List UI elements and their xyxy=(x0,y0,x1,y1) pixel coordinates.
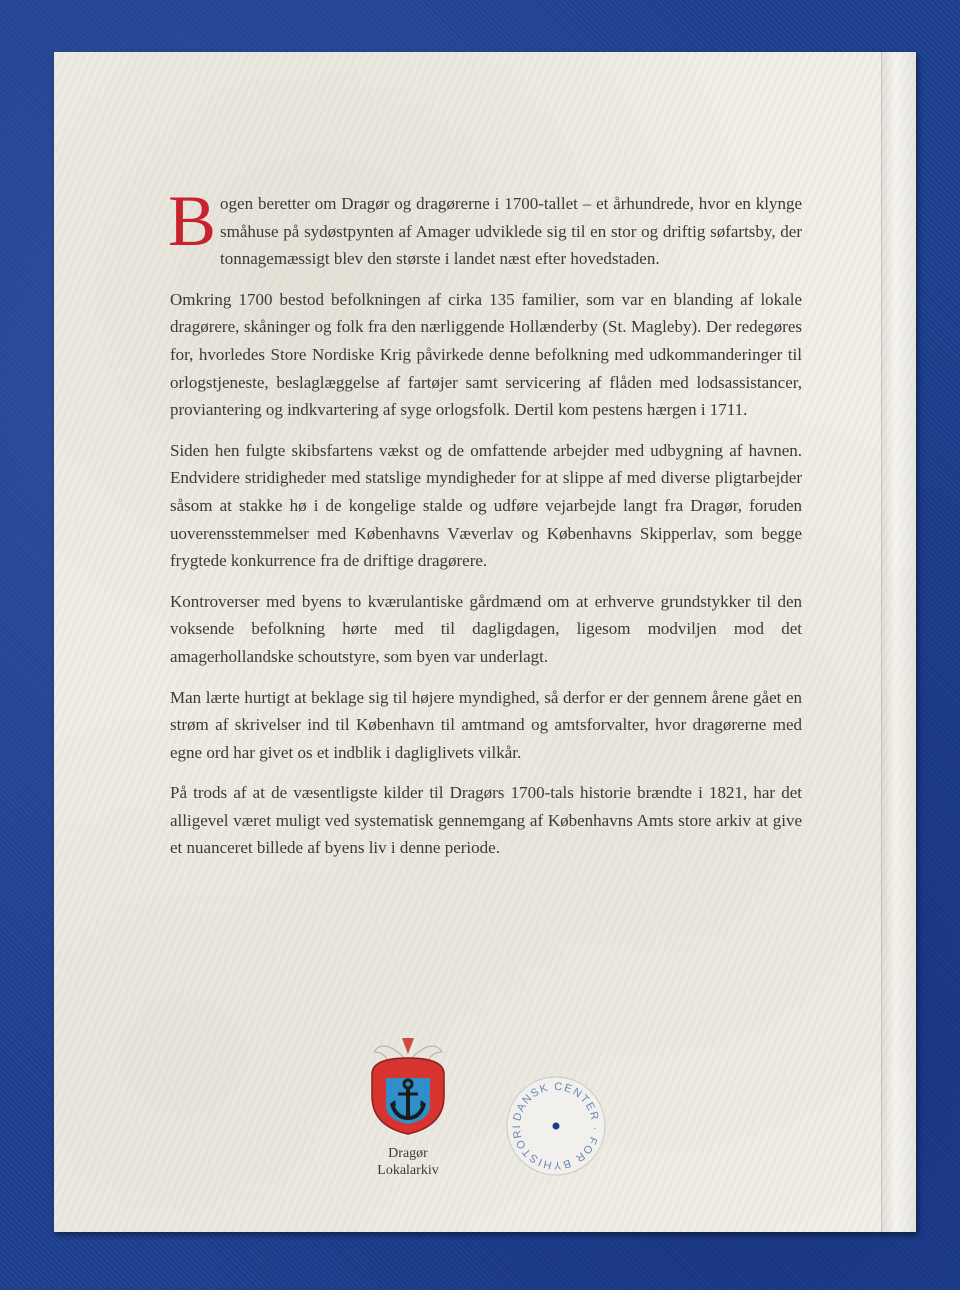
publisher-logos xyxy=(54,1034,916,1214)
blurb-paragraph: Omkring 1700 bestod befolkningen af cirka 135 familier, som var en blanding af lokale dragørere, skåninger og folk fra den nærliggende Hollænderby (St. Magleby). Der redegøres for, hvorledes Store Nordiske Krig påvirkede denne befolkning med udkommanderinger til orlogstjeneste, beslaglæggelse af fartøjer samt servicering af flåden med lodsassistancer, proviantering og indkvartering af syge orlogsfolk. Dertil kom pestens hærgen i 1711. xyxy=(170,289,802,420)
blurb-paragraph-text: ogen beretter om Dragør og dragørerne i 1700-tallet – et århundrede, hvor en klynge småhuse på sydøstpynten af Amager udviklede sig til en stor og driftig søfartsby, der tonnagemæssigt blev den største i landet næst efter hovedstaden. xyxy=(220,194,802,269)
blurb-paragraph: Siden hen fulgte skibsfartens vækst og de omfattende arbejder med udbygning af havnen. Endvidere stridigheder med statslige myndigheder for at slippe af med diverse pligtarbejder såsom at stakke hø i de kongelige stalde og udføre vejarbejde langt fra Dragør, foruden uoverensstemmelser med Københavns Væverlav og Københavns Skipperlav, som begge frygtede konkurrence fra de driftige dragørere. xyxy=(170,440,802,571)
blurb-paragraph: Kontroverser med byens to kværulantiske gårdmænd om at erhverve grundstykker til den voksende befolkning hørte med til dagligdagen, ligesom modviljen mod det amagerhollandske schoutstyre, som byen var underlagt. xyxy=(170,591,802,666)
seal-center-dot xyxy=(553,1123,560,1130)
book-back-cover xyxy=(54,52,916,1232)
blurb-text xyxy=(168,181,802,875)
dragor-lokalarkiv-logo xyxy=(362,1034,454,1179)
blurb-paragraph: Man lærte hurtigt at beklage sig til højere myndighed, så derfor er der gennem årene gået en strøm af skrivelser ind til København til amtmand og amtsforvalter, hvor dragørerne med egne ord har givet os et indblik i dagliglivets vilkår. xyxy=(170,687,802,762)
blurb-paragraph: På trods af at de væsentligste kilder til Dragørs 1700-tals historie brændte i 1821, har det alligevel været muligt ved systematisk gennemgang af Københavns Amts store arkiv at give et nuanceret billede af byens liv i denne periode. xyxy=(170,783,802,858)
logo-label-line1: Dragør xyxy=(388,1146,428,1161)
drop-cap: B xyxy=(168,181,217,261)
dansk-center-for-byhistorie-seal xyxy=(504,1074,608,1178)
blurb-paragraph xyxy=(168,181,802,273)
logo-label-line2: Lokalarkiv xyxy=(377,1163,439,1178)
anchor-crest-icon xyxy=(362,1034,454,1138)
seal-icon xyxy=(504,1074,608,1178)
seal-ring-text: DANSK CENTER · FOR BYHISTORI xyxy=(510,1080,602,1172)
dragor-lokalarkiv-label xyxy=(362,1145,454,1179)
